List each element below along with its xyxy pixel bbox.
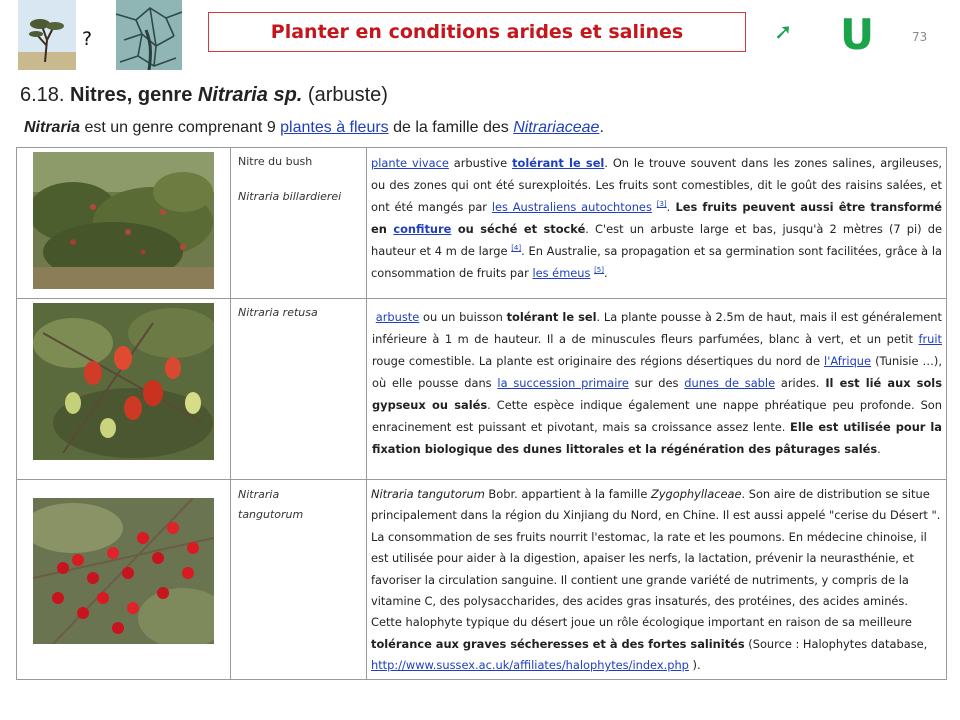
desc-text: sur des: [628, 376, 685, 390]
nitraria-tangutorum-photo: [33, 498, 214, 644]
desc-text: rouge comestible. La plante est originaire des régions désertiques du nord de: [372, 354, 825, 368]
table-row: [17, 299, 947, 480]
link-dunes-de-sable[interactable]: dunes de sable: [684, 376, 776, 390]
species-table: [16, 147, 947, 680]
desc-italic: Zygophyllaceae: [650, 487, 742, 501]
desc-bold: tolérance aux graves sécheresses et à des fortes salinités: [371, 636, 745, 651]
salt-crust-thumbnail-image[interactable]: [116, 0, 182, 70]
intro-genus: Nitraria: [24, 119, 81, 136]
slide-title: Planter en conditions arides et salines: [208, 12, 746, 52]
image-cell: [17, 299, 231, 480]
link-plante-vivace[interactable]: plante vivace: [371, 156, 449, 170]
link-nitrariaceae[interactable]: Nitrariaceae: [513, 119, 600, 136]
desc-text: ).: [688, 658, 701, 673]
intro-text: de la famille des: [388, 119, 514, 136]
desc-text: . La plante pousse à 2.5m de haut, mais il est généralement inférieure à 1 m de hauteur. Il a de minuscules fleurs parfumées, blanc à vert, et un petit: [372, 310, 942, 346]
image-cell: [17, 148, 231, 299]
desc-text: Bobr. appartient à la famille: [484, 487, 651, 501]
latin-name: tangutorum: [238, 508, 304, 521]
desc-bold: ou séché et stocké: [451, 222, 586, 236]
latin-name: Nitraria retusa: [238, 306, 318, 319]
name-cell: [231, 148, 367, 299]
intro-text: .: [599, 119, 604, 136]
link-halophytes-database[interactable]: http://www.sussex.ac.uk/affiliates/halophytes/index.php: [371, 658, 689, 673]
desc-bold: Les fruits peuvent aussi être transformé en: [371, 200, 943, 236]
intro-text: est un genre comprenant 9: [80, 119, 281, 136]
tree-thumbnail-image[interactable]: [18, 0, 76, 70]
desc-text: . Son aire de distribution se situe principalement dans la région du Xinjiang du Nord, en Chine. Il est aussi appelé "cerise du Désert ". La consommation de ses fruits nourrit l'estomac, la rate et les poumons. En médecine chinoise, il est utilisée pour aider à la digestion, apaiser les nerfs, la lactation, prévenir la neurasthénie, et favoriser la circulation sanguine. Il contient une grande variété de nutriments, y compris de la vitamine C, des polysaccharides, des acides gras insaturés, des protéines, des acides aminés.: [371, 487, 941, 609]
table-row: [17, 148, 947, 299]
link-afrique[interactable]: l'Afrique: [824, 354, 872, 368]
desc-bold: tolérant le sel: [506, 310, 597, 324]
description-cell: [367, 299, 947, 480]
name-cell: [231, 299, 367, 480]
link-tolerant-le-sel[interactable]: tolérant le sel: [512, 156, 605, 170]
link-succession-primaire[interactable]: la succession primaire: [497, 376, 629, 390]
desc-text: . On le trouve souvent dans les zones salines, argileuses, ou des zones qui ont été surexploités. Les fruits sont comestibles, dit le goût des raisins salées, et ont été mangés par: [371, 156, 943, 214]
image-cell: [17, 480, 231, 680]
desc-text: arides.: [775, 376, 826, 390]
page-number: 73: [912, 30, 928, 44]
link-arbuste[interactable]: arbuste: [375, 310, 420, 324]
link-confiture[interactable]: confiture: [393, 222, 452, 236]
nitraria-billardierei-photo: [33, 152, 214, 289]
desc-text: .: [877, 442, 881, 456]
table-row: [17, 480, 947, 680]
common-name: Nitre du bush: [238, 155, 313, 168]
reference-3[interactable]: [3]: [656, 200, 667, 209]
section-title-rest: (arbuste): [307, 84, 388, 106]
section-title-bold: Nitres, genre: [70, 84, 193, 106]
desc-text: . C'est un arbuste large et bas, jusqu'à 2 mètres (7 pi) de hauteur et 4 m de large: [371, 222, 942, 258]
desc-text: .: [604, 266, 608, 280]
link-fruit[interactable]: fruit: [918, 332, 942, 346]
intro-paragraph: [24, 119, 604, 137]
reference-5[interactable]: [5]: [594, 266, 604, 275]
nitraria-retusa-photo: [33, 303, 214, 460]
latin-name: Nitraria billardierei: [238, 189, 342, 203]
question-mark-link[interactable]: ?: [82, 28, 93, 50]
desc-text: . En Australie, sa propagation et sa germination sont facilitées, grâce à la consommation de fruits par: [371, 244, 942, 280]
desc-text: (Tunisie …), où elle pousse dans: [372, 354, 943, 390]
description-cell: [367, 480, 947, 680]
link-australiens-autochtones[interactable]: les Australiens autochtones: [491, 200, 652, 214]
u-navigation-link[interactable]: U: [840, 10, 875, 59]
section-title-genus: Nitraria sp.: [197, 84, 303, 106]
desc-italic: Nitraria tangutorum: [371, 487, 485, 501]
desc-text: arbustive: [448, 156, 513, 170]
link-les-emeus[interactable]: les émeus: [532, 266, 591, 280]
latin-name: Nitraria: [238, 488, 280, 501]
section-heading: [20, 84, 388, 107]
description-cell: plante vivace arbustive tolérant le sel. On le trouve souvent dans les zones salines, argileuses, ou des zones qui ont été surexploités. Les fruits sont comestibles, dit le goût des raisins salées, et ont été mangés par les Australiens autochtones [3]. Les fruits peuvent aussi être transformé en confiture ou séché et stocké. C'est un arbuste large et bas, jusqu'à 2 mètres (7 pi) de hauteur et 4 m de large [4]. En Australie, sa propagation et sa germination sont facilitées, grâce à la consommation de fruits par les émeus [5].: [367, 148, 947, 299]
reference-4[interactable]: [4]: [511, 244, 522, 253]
desc-bold: Il est lié aux sols gypseux ou salés: [372, 376, 942, 412]
arrow-up-right-icon[interactable]: ➚: [774, 20, 793, 45]
link-plantes-a-fleurs[interactable]: plantes à fleurs: [280, 119, 389, 136]
desc-text: ou un buisson: [419, 310, 507, 324]
desc-bold: Elle est utilisée pour la fixation biologique des dunes littorales et la régénération des pâturages salés: [372, 420, 942, 456]
desc-text: Cette halophyte typique du désert joue un rôle écologique important en raison de sa meilleure: [371, 615, 912, 630]
desc-text: (Source : Halophytes database,: [744, 636, 928, 651]
name-cell: [231, 480, 367, 680]
desc-text: . Cette espèce indique également une nappe phréatique peu profonde. Son enracinement est puissant et pivotant, mais sa croissance assez lente.: [372, 398, 942, 434]
section-number: 6.18.: [20, 84, 65, 106]
